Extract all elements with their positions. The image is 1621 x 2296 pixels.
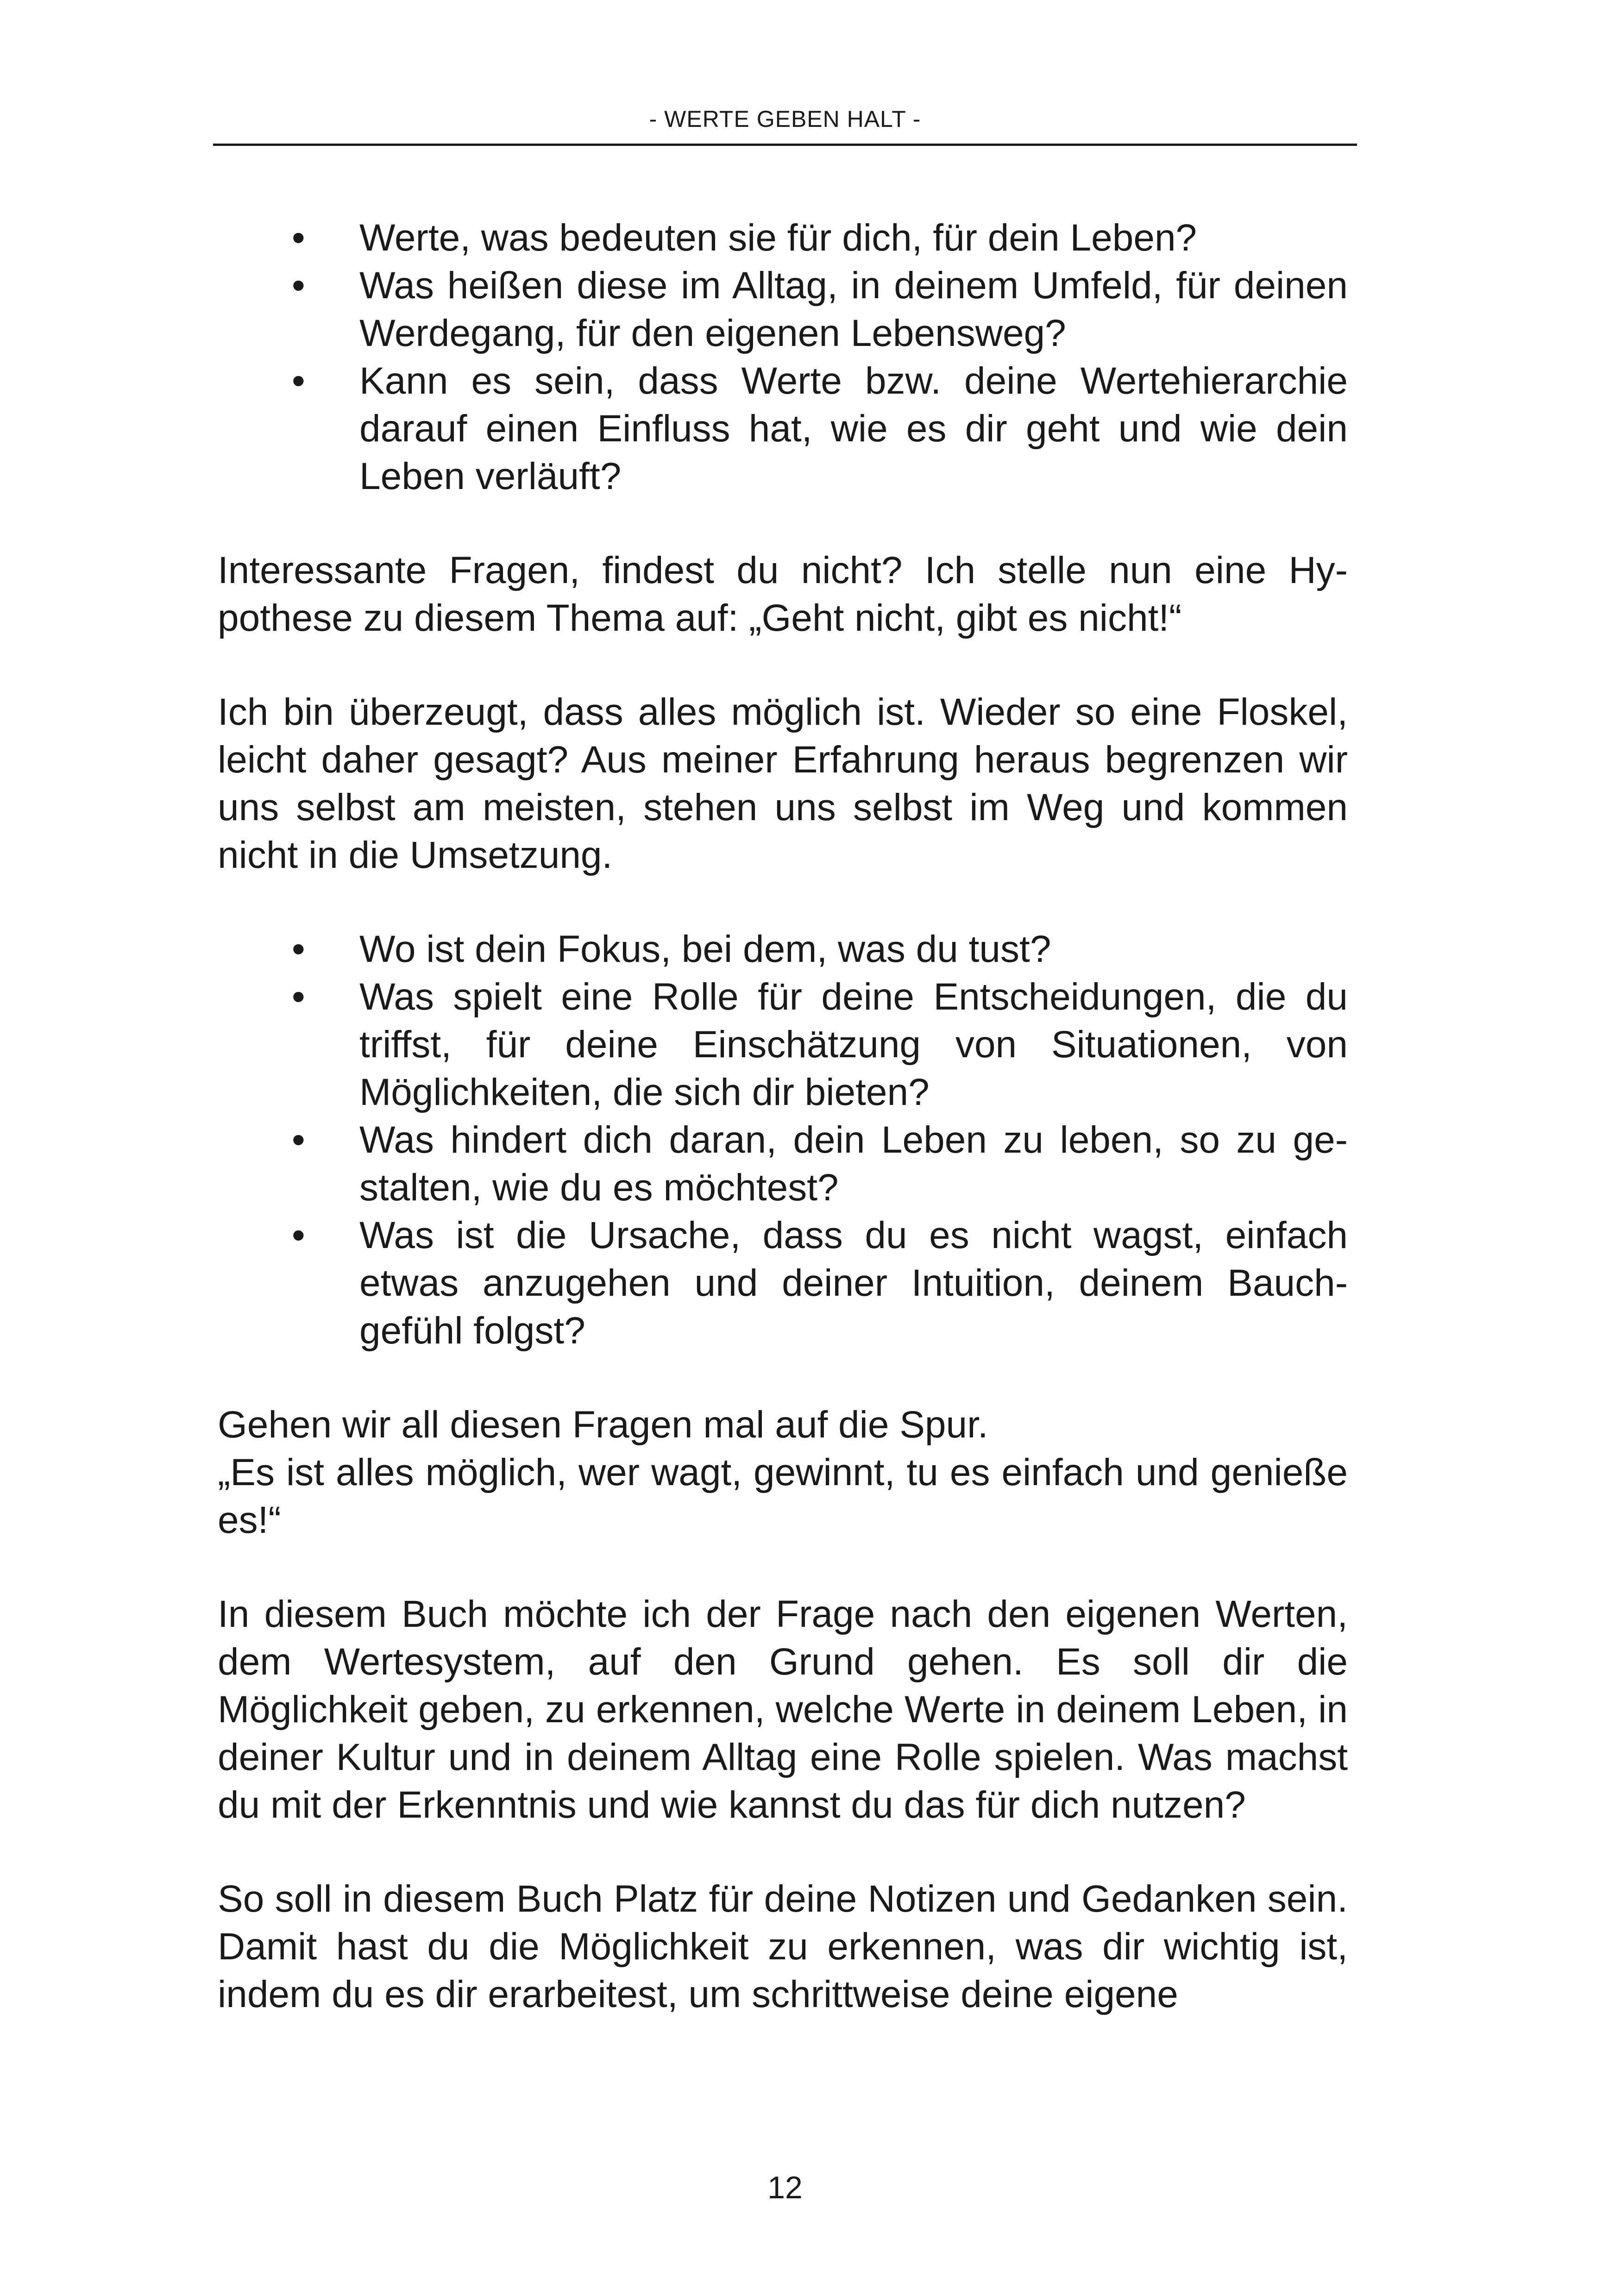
page-body (218, 214, 1348, 2018)
page-number: 12 (767, 2170, 803, 2205)
paragraph-spur: Gehen wir all diesen Fragen mal auf die Spur. (218, 1404, 988, 1446)
paragraph-conviction: Ich bin überzeugt, dass alles möglich ist. Wieder so eine Floskel, leicht daher gesagt? Aus meiner Erfahrung heraus begrenzen wir uns selbst am meisten, stehen uns selbst im Weg und kommen nicht in die Umsetzung. (218, 691, 1348, 876)
list-item: • Werte, was bedeuten sie für dich, für dein Leben? (218, 214, 1348, 262)
paragraph-notes: So soll in diesem Buch Platz für deine Notizen und Gedanken sein. Damit hast du die Möglichkeit zu erkennen, was dir wichtig ist, indem du es dir erarbeitest, um schrittweise deine eigene (218, 1878, 1348, 2015)
paragraph-quote: „Es ist alles möglich, wer wagt, gewinnt, tu es einfach und genieße es!“ (218, 1451, 1348, 1541)
header-rule (213, 144, 1357, 146)
paragraph-gap (218, 879, 1348, 925)
question-list-2 (218, 925, 1348, 1355)
list-item: • Was hindert dich daran, dein Leben zu leben, so zu gestalten, wie du es möchtest? (218, 1116, 1348, 1211)
list-item: • Wo ist dein Fokus, bei dem, was du tust? (218, 925, 1348, 973)
list-item: • Was ist die Ursache, dass du es nicht wagst, einfach etwas anzugehen und deiner Intuition, deinem Bauchgefühl folgst? (218, 1211, 1348, 1355)
paragraph-gap (218, 500, 1348, 546)
paragraph-gap (218, 1544, 1348, 1590)
list-item: • Was spielt eine Rolle für deine Entscheidungen, die du triffst, für deine Einschätzung von Situationen, von Möglichkeiten, die sich dir bieten? (218, 973, 1348, 1116)
list-item: • Kann es sein, dass Werte bzw. deine Wertehierarchie darauf einen Einfluss hat, wie es dir geht und wie dein Leben verläuft? (218, 357, 1348, 500)
paragraph-book-purpose: In diesem Buch möchte ich der Frage nach den eigenen Werten, dem Wertesystem, auf den Grund gehen. Es soll dir die Möglichkeit geben, zu erkennen, welche Werte in deinem Leben, in deiner Kultur und in deinem Alltag eine Rolle spielen. Was machst du mit der Erkenntnis und wie kannst du das für dich nutzen? (218, 1593, 1348, 1826)
paragraph-gap (218, 1355, 1348, 1401)
paragraph-hypothesis: Interessante Fragen, findest du nicht? Ich stelle nun eine Hypothese zu diesem Thema auf: „Geht nicht, gibt es nicht!“ (218, 549, 1348, 639)
list-item: • Was heißen diese im Alltag, in deinem Umfeld, für deinen Werdegang, für den eigenen Lebensweg? (218, 262, 1348, 357)
question-list-1 (218, 214, 1348, 500)
paragraph-gap (218, 1829, 1348, 1875)
paragraph-gap (218, 642, 1348, 688)
running-head: - WERTE GEBEN HALT - (649, 106, 921, 132)
